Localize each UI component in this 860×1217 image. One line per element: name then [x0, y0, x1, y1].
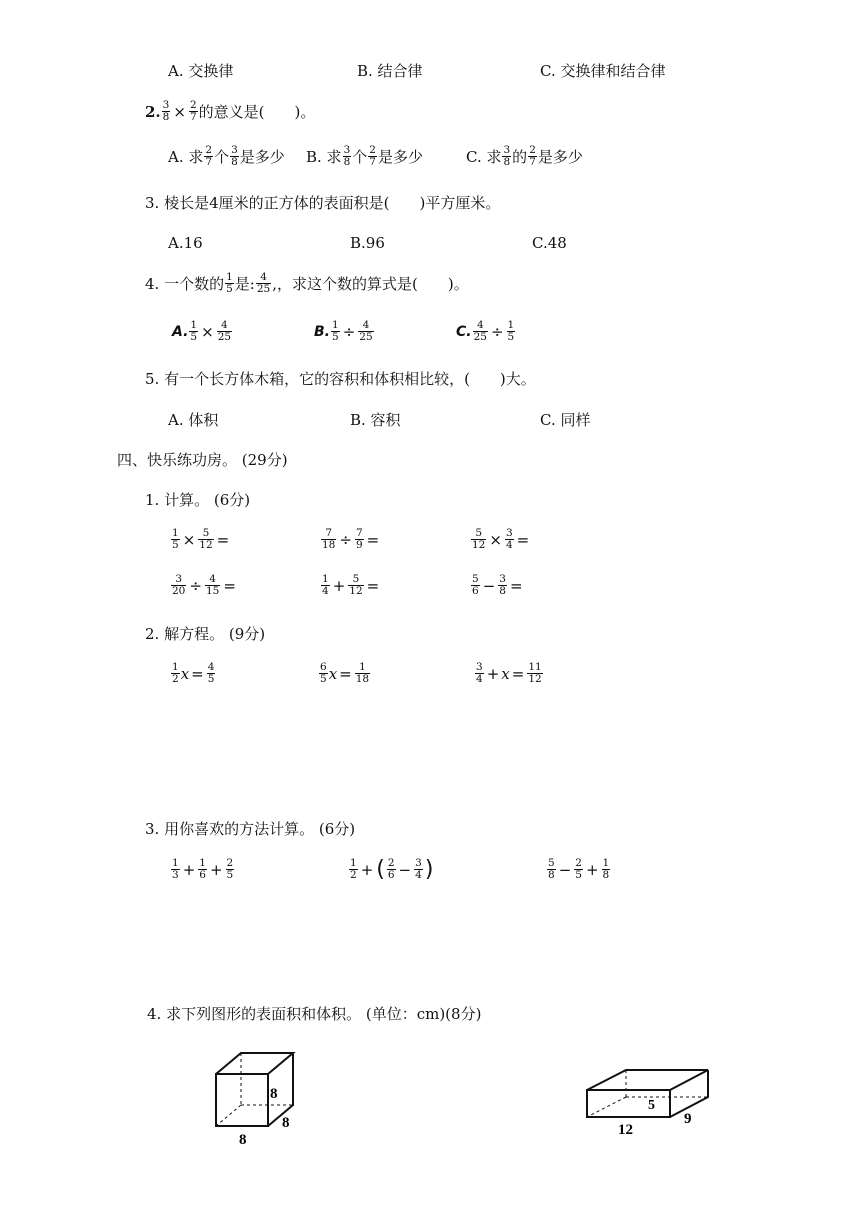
equations-title: 2. 解方程。 (9分) [145, 625, 266, 643]
q2-option-b: B. 求 $\frac{3}{8}$ 个 $\frac{2}{7}$ 是多少 [306, 144, 423, 169]
fraction: $\frac{4}{25}$ [217, 319, 232, 344]
cuboid-right-face [670, 1070, 708, 1117]
fraction: $\frac{2}{5}$ [575, 857, 582, 882]
calc-expression-4: $\frac{3}{20}$ ÷ $\frac{4}{15}$ = [172, 573, 236, 598]
q2-stem [145, 100, 315, 123]
fraction: $\frac{4}{25}$ [256, 271, 271, 296]
cube-height-label: 8 [270, 1086, 278, 1102]
cuboid-hidden-edge [587, 1097, 626, 1117]
q1-option-b: B. 结合律 [357, 62, 423, 80]
calc-expression-3: $\frac{5}{12}$ × $\frac{3}{4}$ = [472, 527, 530, 552]
fraction: $\frac{1}{5}$ [190, 319, 198, 344]
fraction: $\frac{7}{18}$ [322, 527, 336, 552]
fraction: $\frac{1}{3}$ [172, 857, 179, 882]
fraction: $\frac{5}{6}$ [472, 573, 479, 598]
q1-option-c: C. 交换律和结合律 [540, 62, 666, 80]
fraction: $\frac{2}{5}$ [226, 857, 234, 882]
fraction: $\frac{3}{20}$ [172, 573, 186, 598]
cuboid-width-label: 9 [684, 1111, 692, 1127]
q2-option-a: A. 求 $\frac{2}{7}$ 个 $\frac{3}{8}$ 是多少 [168, 144, 285, 169]
fraction: $\frac{11}{12}$ [528, 661, 542, 686]
q3-option-c: C.48 [532, 234, 567, 252]
q3-option-b: B.96 [350, 234, 385, 252]
q2-option-c: C. 求 $\frac{3}{8}$ 的 $\frac{2}{7}$ 是多少 [466, 144, 583, 169]
calc-expression-5: $\frac{1}{4}$ + $\frac{5}{12}$ = [322, 573, 380, 598]
fraction: $\frac{1}{18}$ [355, 661, 370, 686]
q4-option-c: C. $\frac{4}{25}$ ÷ $\frac{1}{5}$ [456, 319, 515, 344]
q4-option-b: B. $\frac{1}{5}$ ÷ $\frac{4}{25}$ [314, 319, 373, 344]
q4-option-a: A. $\frac{1}{5}$ × $\frac{4}{25}$ [172, 319, 232, 344]
fraction: $\frac{4}{15}$ [205, 573, 220, 598]
fraction: $\frac{3}{4}$ [505, 527, 513, 552]
equation-3: $\frac{3}{4}$ + x = $\frac{11}{12}$ [476, 661, 542, 686]
cuboid-top-face [587, 1070, 708, 1090]
cube-figure [205, 1040, 315, 1148]
fraction: $\frac{3}{8}$ [162, 99, 170, 124]
fraction: $\frac{3}{8}$ [503, 144, 511, 169]
q5-option-a: A. 体积 [168, 411, 219, 429]
q2-number: 2. [145, 102, 161, 121]
fraction: $\frac{1}{5}$ [226, 271, 233, 296]
fraction: $\frac{1}{6}$ [199, 857, 206, 882]
q1-option-a: A. 交换律 [168, 62, 234, 80]
calc-title: 1. 计算。 (6分) [145, 491, 251, 509]
fraction: $\frac{4}{25}$ [359, 319, 373, 344]
fraction: $\frac{1}{4}$ [322, 573, 329, 598]
favorite-expression-2: $\frac{1}{2}$ + ( $\frac{2}{6}$ − $\frac{3}{4}$ ) [350, 856, 434, 882]
calc-expression-6: $\frac{5}{6}$ − $\frac{3}{8}$ = [472, 573, 523, 598]
section-4-title: 四、快乐练功房。 (29分) [117, 451, 288, 469]
cuboid-height-label: 5 [648, 1098, 655, 1113]
fraction: $\frac{5}{12}$ [199, 527, 213, 552]
q5-stem: 5. 有一个长方体木箱，它的容积和体积相比较，( )大。 [145, 370, 536, 388]
fraction: $\frac{1}{5}$ [332, 319, 339, 344]
favorite-expression-1: $\frac{1}{3}$ + $\frac{1}{6}$ + $\frac{2}{5}$ [172, 857, 234, 882]
cuboid-figure [580, 1062, 720, 1140]
q5-option-b: B. 容积 [350, 411, 401, 429]
fraction: $\frac{2}{7}$ [189, 99, 197, 124]
calc-expression-1: $\frac{1}{5}$ × $\frac{5}{12}$ = [172, 527, 230, 552]
fraction: $\frac{6}{5}$ [320, 661, 327, 686]
fraction: $\frac{2}{6}$ [387, 857, 395, 882]
fraction: $\frac{7}{9}$ [355, 527, 363, 552]
q5-option-c: C. 同样 [540, 411, 591, 429]
favorite-expression-3: $\frac{5}{8}$ − $\frac{2}{5}$ + $\frac{1}{8}$ [548, 857, 610, 882]
fraction: $\frac{4}{25}$ [473, 319, 487, 344]
q3-option-a: A.16 [168, 234, 203, 252]
fraction: $\frac{1}{8}$ [602, 857, 610, 882]
calc-expression-2: $\frac{7}{18}$ ÷ $\frac{7}{9}$ = [322, 527, 380, 552]
cuboid-front-face [587, 1090, 670, 1117]
cube-hidden-edge [216, 1105, 241, 1126]
cube-top-face [216, 1053, 293, 1074]
shapes-title: 4. 求下列图形的表面积和体积。 (单位：cm)(8分) [147, 1005, 482, 1023]
fraction: $\frac{2}{7}$ [369, 144, 376, 169]
q2-text: 的意义是( )。 [198, 103, 316, 122]
fraction: $\frac{2}{7}$ [529, 144, 536, 169]
cube-depth-label: 8 [282, 1115, 290, 1131]
favorite-title: 3. 用你喜欢的方法计算。 (6分) [145, 820, 356, 838]
cube-front-face [216, 1074, 268, 1126]
equation-1: $\frac{1}{2}$ x = $\frac{4}{5}$ [172, 661, 215, 686]
fraction: $\frac{3}{8}$ [499, 573, 506, 598]
fraction: $\frac{1}{5}$ [172, 527, 179, 552]
q3-stem: 3. 棱长是4厘米的正方体的表面积是( )平方厘米。 [145, 194, 501, 212]
fraction: $\frac{5}{12}$ [349, 573, 363, 598]
fraction: $\frac{3}{8}$ [231, 144, 238, 169]
fraction: $\frac{5}{12}$ [472, 527, 486, 552]
fraction: $\frac{2}{7}$ [205, 144, 213, 169]
fraction: $\frac{3}{4}$ [476, 661, 483, 686]
cube-width-label: 8 [239, 1132, 247, 1148]
operator: × [173, 102, 186, 121]
fraction: $\frac{4}{5}$ [207, 661, 215, 686]
cuboid-length-label: 12 [618, 1122, 633, 1138]
fraction: $\frac{5}{8}$ [548, 857, 555, 882]
q4-stem: 4. 一个数的 $\frac{1}{5}$ 是: $\frac{4}{25}$ ,，求这个数的算式是( )。 [145, 271, 469, 296]
fraction: $\frac{3}{8}$ [343, 144, 351, 169]
fraction: $\frac{1}{2}$ [350, 857, 357, 882]
fraction: $\frac{1}{5}$ [507, 319, 515, 344]
fraction: $\frac{1}{2}$ [172, 661, 179, 686]
equation-2: $\frac{6}{5}$ x = $\frac{1}{18}$ [320, 661, 370, 686]
fraction: $\frac{3}{4}$ [415, 857, 422, 882]
